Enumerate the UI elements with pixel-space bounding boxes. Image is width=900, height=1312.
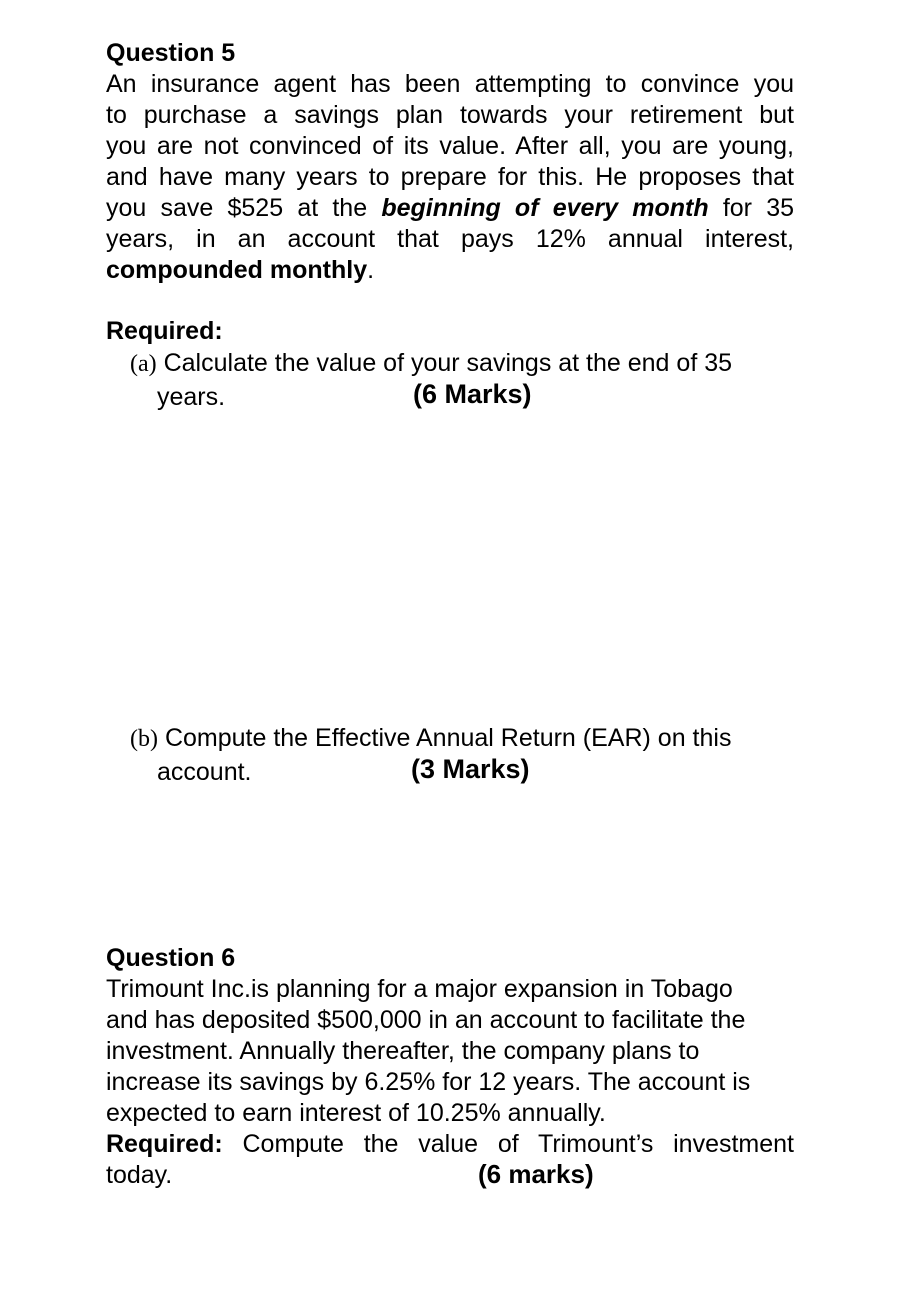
q5-line-2: to purchase a savings plan towards your retirement but — [106, 101, 794, 129]
q6-last-line: today. — [106, 1161, 173, 1189]
q5-part-a-label: (a) — [130, 351, 157, 377]
question-5 — [106, 38, 794, 286]
q5-part-b-marks: (3 Marks) — [411, 754, 530, 784]
q5-part-a-line-1 — [130, 347, 732, 381]
q5-line-3: you are not convinced of its value. After all, you are young, — [106, 132, 794, 160]
question-6 — [106, 943, 794, 1191]
q5-line-7-bold: compounded monthly — [106, 256, 368, 284]
q6-required-text: Compute the value of Trimount’s investment — [222, 1130, 794, 1158]
question-6-body — [106, 974, 794, 1191]
q5-line-1: An insurance agent has been attempting to convince you — [106, 70, 794, 98]
q5-part-b-label: (b) — [130, 726, 158, 752]
q5-part-b-line-1 — [130, 722, 731, 756]
q6-line-2: and has deposited $500,000 in an account to facilitate the — [106, 1006, 746, 1034]
q6-line-3: investment. Annually thereafter, the company plans to — [106, 1037, 700, 1065]
q6-line-5: expected to earn interest of 10.25% annually. — [106, 1099, 606, 1127]
q5-part-a-marks: (6 Marks) — [413, 379, 532, 409]
q6-line-4: increase its savings by 6.25% for 12 years. The account is — [106, 1068, 751, 1096]
q5-part-b-text-1: Compute the Effective Annual Return (EAR) on this — [164, 724, 732, 752]
q5-part-a-text-2: years. — [157, 383, 226, 411]
q5-line-6: years, in an account that pays 12% annual interest, — [106, 225, 794, 253]
q5-line-4: and have many years to prepare for this. He proposes that — [106, 163, 794, 191]
q6-required-label: Required: — [106, 1130, 223, 1158]
question-5-body — [106, 69, 794, 286]
q6-line-1: Trimount Inc.is planning for a major expansion in Tobago — [106, 975, 733, 1003]
q5-line-5-emphasis: beginning of every month — [381, 194, 709, 222]
q5-line-5 — [106, 193, 794, 224]
question-5-title: Question 5 — [106, 39, 236, 67]
q5-part-b-text-2: account. — [157, 758, 252, 786]
q5-line-7 — [106, 255, 794, 286]
q5-line-7-tail: . — [367, 256, 375, 284]
q5-line-5-pre: you save $525 at the — [106, 194, 382, 222]
q6-marks: (6 marks) — [478, 1159, 594, 1189]
question-6-title: Question 6 — [106, 944, 236, 972]
q5-part-a-text-1: Calculate the value of your savings at the end of 35 — [163, 349, 733, 377]
q5-line-5-post: for 35 — [708, 194, 794, 222]
q5-required-label: Required: — [106, 317, 223, 345]
q6-required-line — [106, 1129, 794, 1160]
